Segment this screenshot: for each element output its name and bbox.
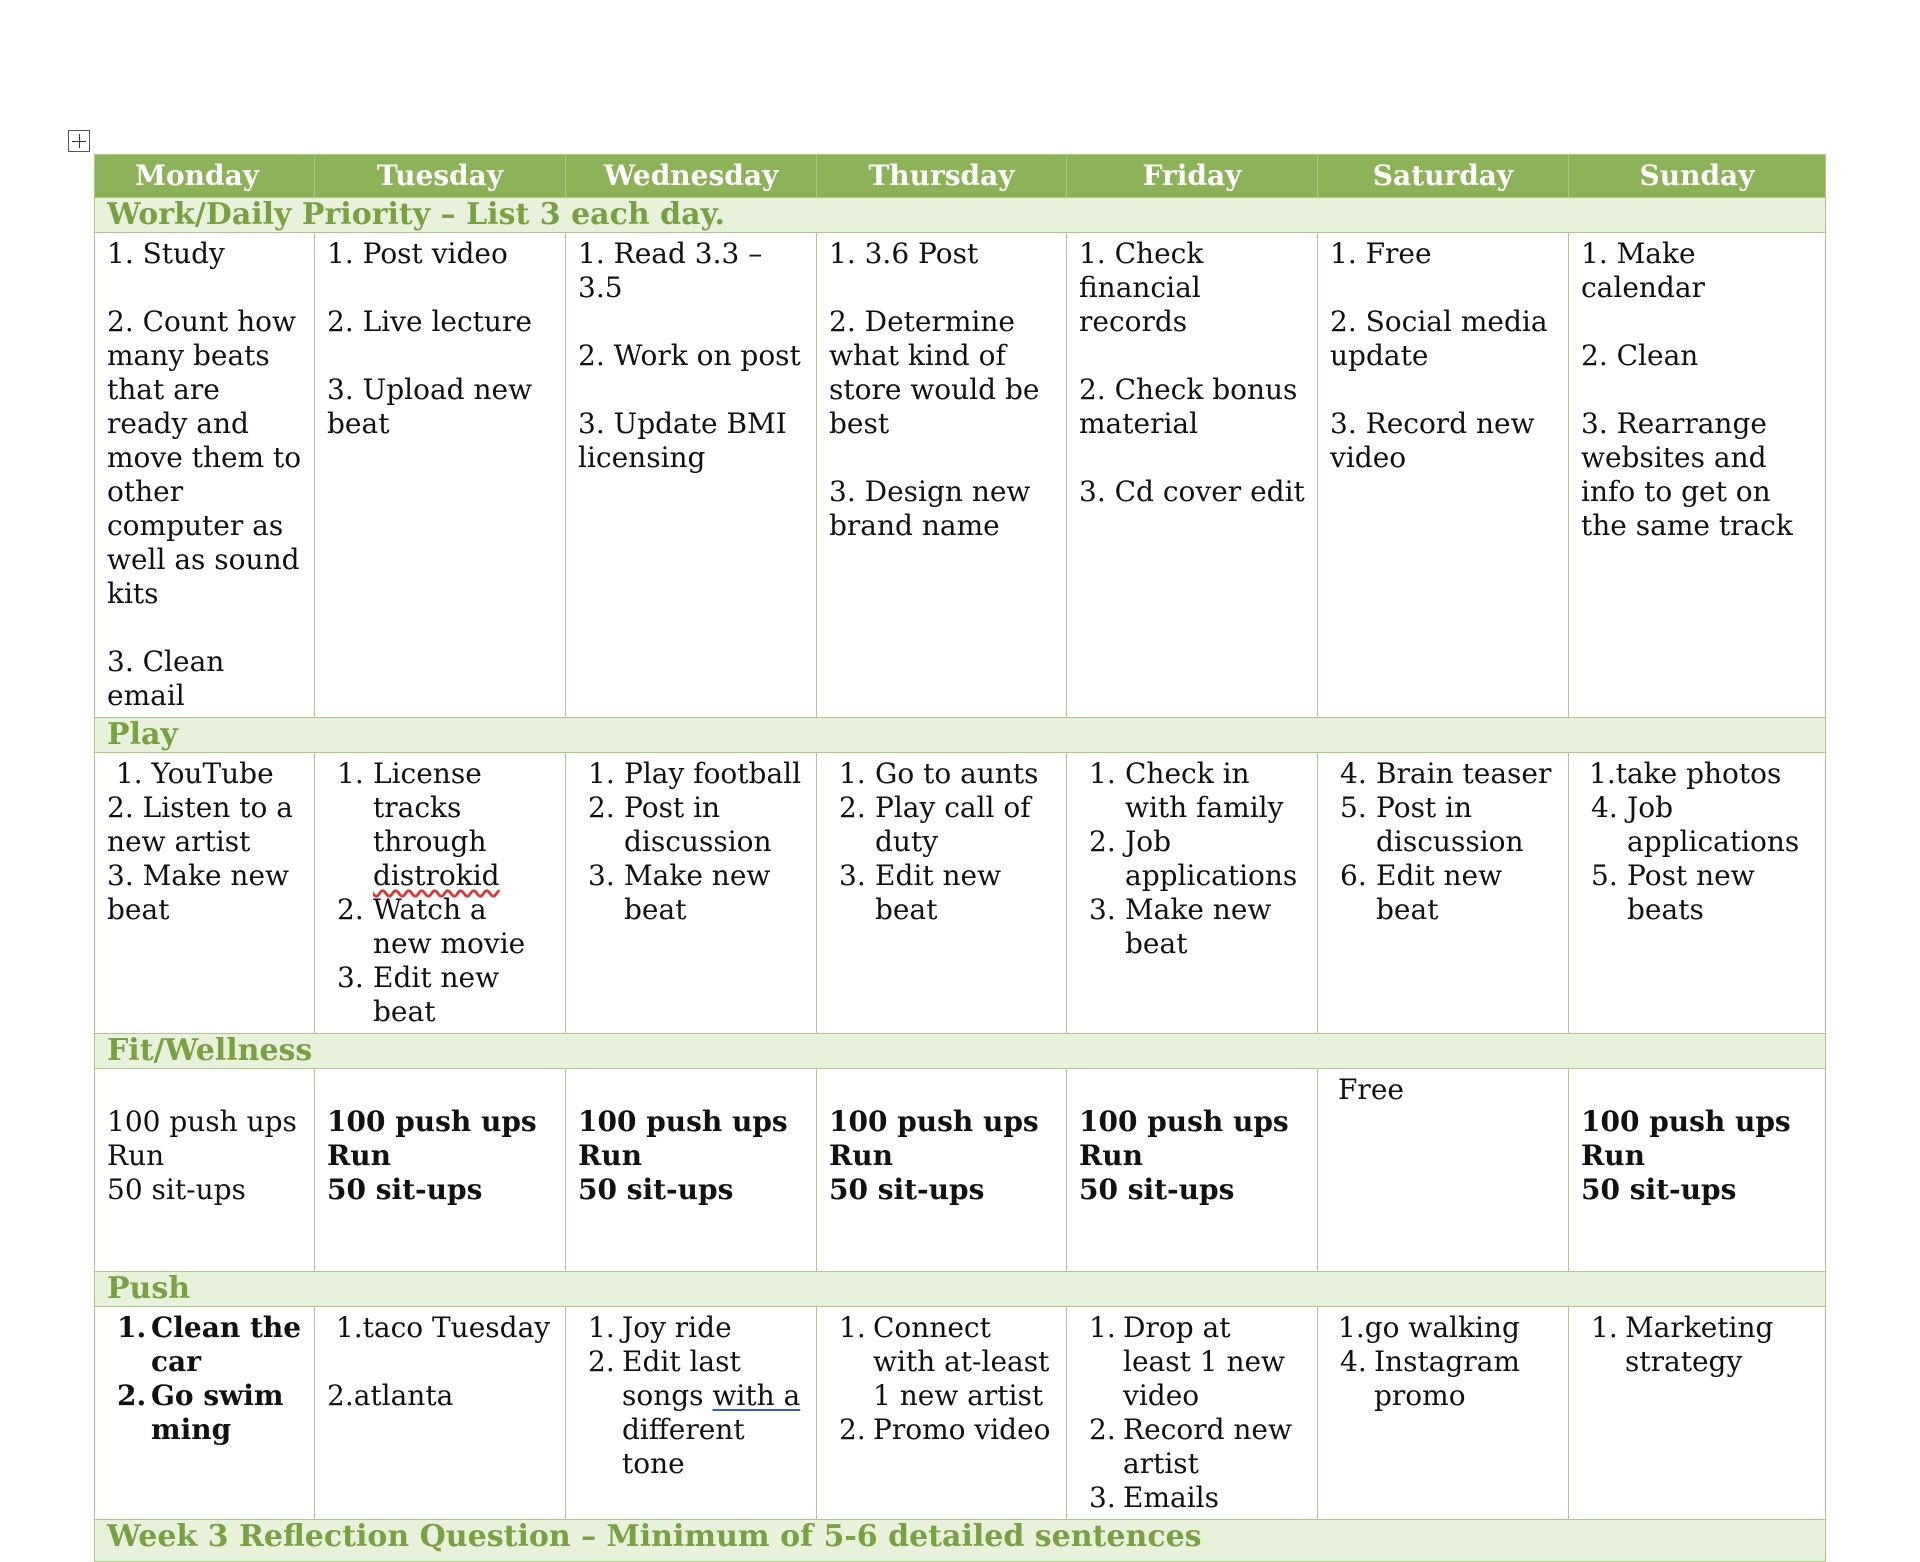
play-item: 3. Make new beat (1089, 893, 1272, 960)
work-item: 1. Read 3.3 – 3.5 (578, 237, 772, 304)
fit-item: 100 push ups (1581, 1105, 1791, 1138)
weekly-planner-table (94, 154, 1826, 1562)
play-cell-monday[interactable] (95, 753, 315, 1034)
play-cell-friday[interactable] (1067, 753, 1318, 1034)
fit-item: Free (1338, 1073, 1404, 1106)
fit-cell-saturday[interactable] (1318, 1069, 1569, 1272)
fit-cell-sunday[interactable] (1569, 1069, 1826, 1272)
push-cell-sunday[interactable] (1569, 1307, 1826, 1520)
work-item: 1. Check financial records (1079, 237, 1213, 338)
spellcheck-word: distrokid (373, 859, 500, 892)
work-item: 1. 3.6 Post (829, 237, 979, 270)
work-item: 1. Study (107, 237, 225, 270)
play-item: 4. Brain teaser (1340, 757, 1552, 790)
section-reflection-row (95, 1520, 1826, 1562)
play-item: 1. YouTube (107, 757, 274, 790)
day-wednesday: Wednesday (566, 155, 817, 198)
work-item: 2. Determine what kind of store would be best (829, 305, 1049, 440)
push-item: 4. Instagram promo (1340, 1345, 1520, 1412)
play-cell-thursday[interactable] (817, 753, 1067, 1034)
play-item: 3. Make new beat (107, 859, 298, 926)
work-item: 3. Upload new beat (327, 373, 541, 440)
play-item: 1. Play football (588, 757, 802, 790)
play-item: 3. Edit new beat (839, 859, 1002, 926)
work-item: 2. Count how many beats that are ready and move them to other computer as well as sound kits (107, 305, 311, 610)
push-item: 2. Edit last songs with a different tone (588, 1345, 801, 1480)
work-item: 1. Free (1330, 237, 1432, 270)
day-sunday: Sunday (1569, 155, 1826, 198)
section-work-row (95, 198, 1826, 233)
fit-item: 100 push ups (1079, 1105, 1289, 1138)
fit-cell-wednesday[interactable] (566, 1069, 817, 1272)
fit-item: 100 push ups (107, 1105, 297, 1138)
section-fit-row (95, 1034, 1826, 1069)
play-item: 2. Post in discussion (588, 791, 772, 858)
fit-item: 50 sit-ups (829, 1173, 985, 1206)
push-item: 2.atlanta (327, 1379, 454, 1412)
work-cell-wednesday[interactable] (566, 233, 817, 718)
push-item: 1. Drop at least 1 new video (1089, 1311, 1286, 1412)
day-saturday: Saturday (1318, 155, 1569, 198)
fit-item: 100 push ups (578, 1105, 788, 1138)
push-item: 2. Go swimming (117, 1379, 284, 1446)
work-item: 3. Record new video (1330, 407, 1544, 474)
fit-cell-friday[interactable] (1067, 1069, 1318, 1272)
fit-item: Run (107, 1139, 165, 1172)
fit-cell-tuesday[interactable] (315, 1069, 566, 1272)
work-item: 3. Cd cover edit (1079, 475, 1305, 508)
push-cell-monday[interactable] (95, 1307, 315, 1520)
work-cell-sunday[interactable] (1569, 233, 1826, 718)
push-cell-wednesday[interactable] (566, 1307, 817, 1520)
play-cell-tuesday[interactable] (315, 753, 566, 1034)
work-item: 2. Live lecture (327, 305, 532, 338)
work-cell-monday[interactable] (95, 233, 315, 718)
work-item: 2. Social media update (1330, 305, 1557, 372)
grammar-underline: with a (712, 1379, 801, 1412)
section-play-row (95, 718, 1826, 753)
play-item: 5. Post new beats (1591, 859, 1755, 926)
section-fit-title: Fit/Wellness (95, 1034, 1826, 1069)
play-item: 1.take photos (1589, 757, 1782, 790)
fit-item: Run (1079, 1139, 1143, 1172)
fit-item: 100 push ups (327, 1105, 537, 1138)
day-header-row (95, 155, 1826, 198)
play-item: 1. Check in with family (1089, 757, 1284, 824)
fit-item: 50 sit-ups (1079, 1173, 1235, 1206)
push-row (95, 1307, 1826, 1520)
play-item: 4. Job applications (1591, 791, 1800, 858)
play-cell-wednesday[interactable] (566, 753, 817, 1034)
fit-cell-monday[interactable] (95, 1069, 315, 1272)
fit-item: 50 sit-ups (107, 1173, 246, 1206)
push-cell-tuesday[interactable] (315, 1307, 566, 1520)
work-item: 2. Clean (1581, 339, 1699, 372)
work-cell-saturday[interactable] (1318, 233, 1569, 718)
fit-row (95, 1069, 1826, 1272)
play-item: 3. Edit new beat (337, 961, 500, 1028)
play-item: 2. Play call of duty (839, 791, 1031, 858)
push-item: 2. Record new artist (1089, 1413, 1292, 1480)
fit-item: 50 sit-ups (578, 1173, 734, 1206)
push-cell-friday[interactable] (1067, 1307, 1318, 1520)
day-monday: Monday (95, 155, 315, 198)
work-item: 1. Make calendar (1581, 237, 1705, 304)
work-item: 3. Clean email (107, 645, 234, 712)
section-work-title: Work/Daily Priority – List 3 each day. (95, 198, 1826, 233)
work-item: 3. Rearrange websites and info to get on the same track (1581, 407, 1793, 542)
push-item: 1. Clean the car (117, 1311, 302, 1378)
work-cell-tuesday[interactable] (315, 233, 566, 718)
work-item: 3. Design new brand name (829, 475, 1040, 542)
work-item: 2. Check bonus material (1079, 373, 1307, 440)
fit-cell-thursday[interactable] (817, 1069, 1067, 1272)
push-item: 1. Joy ride (588, 1311, 732, 1344)
work-item: 3. Update BMI licensing (578, 407, 796, 474)
work-item: 2. Work on post (578, 339, 801, 372)
fit-item: Run (578, 1139, 642, 1172)
section-push-row (95, 1272, 1826, 1307)
push-item: 1.taco Tuesday (327, 1311, 551, 1344)
day-friday: Friday (1067, 155, 1318, 198)
day-tuesday: Tuesday (315, 155, 566, 198)
fit-item: 100 push ups (829, 1105, 1039, 1138)
play-item: 2. Job applications (1089, 825, 1298, 892)
fit-item: Run (327, 1139, 391, 1172)
push-item: 1. Connect with at-least 1 new artist (839, 1311, 1050, 1412)
play-item: 3. Make new beat (588, 859, 771, 926)
play-cell-sunday[interactable] (1569, 753, 1826, 1034)
push-item: 1. Marketing strategy (1591, 1311, 1774, 1378)
play-cell-saturday[interactable] (1318, 753, 1569, 1034)
section-play-title: Play (95, 718, 1826, 753)
push-item: 3. Emails (1089, 1481, 1219, 1514)
fit-item: Run (829, 1139, 893, 1172)
play-item: 2. Watch a new movie (337, 893, 526, 960)
play-item: 1. License tracks through distrokid (337, 757, 500, 892)
play-item: 6. Edit new beat (1340, 859, 1503, 926)
push-item: 1.go walking (1338, 1311, 1520, 1344)
play-row (95, 753, 1826, 1034)
section-push-title: Push (95, 1272, 1826, 1307)
push-cell-thursday[interactable] (817, 1307, 1067, 1520)
work-cell-friday[interactable] (1067, 233, 1318, 718)
section-reflection-title: Week 3 Reflection Question – Minimum of 5-6 detailed sentences (95, 1520, 1826, 1562)
play-item: 1. Go to aunts (839, 757, 1039, 790)
work-cell-thursday[interactable] (817, 233, 1067, 718)
table-move-handle[interactable] (68, 130, 90, 152)
play-item: 2. Listen to a new artist (107, 791, 302, 858)
day-thursday: Thursday (817, 155, 1067, 198)
push-cell-saturday[interactable] (1318, 1307, 1569, 1520)
play-item: 5. Post in discussion (1340, 791, 1524, 858)
fit-item: 50 sit-ups (1581, 1173, 1737, 1206)
fit-item: 50 sit-ups (327, 1173, 483, 1206)
fit-item: Run (1581, 1139, 1645, 1172)
push-item: 2. Promo video (839, 1413, 1051, 1446)
work-row (95, 233, 1826, 718)
work-item: 1. Post video (327, 237, 508, 270)
